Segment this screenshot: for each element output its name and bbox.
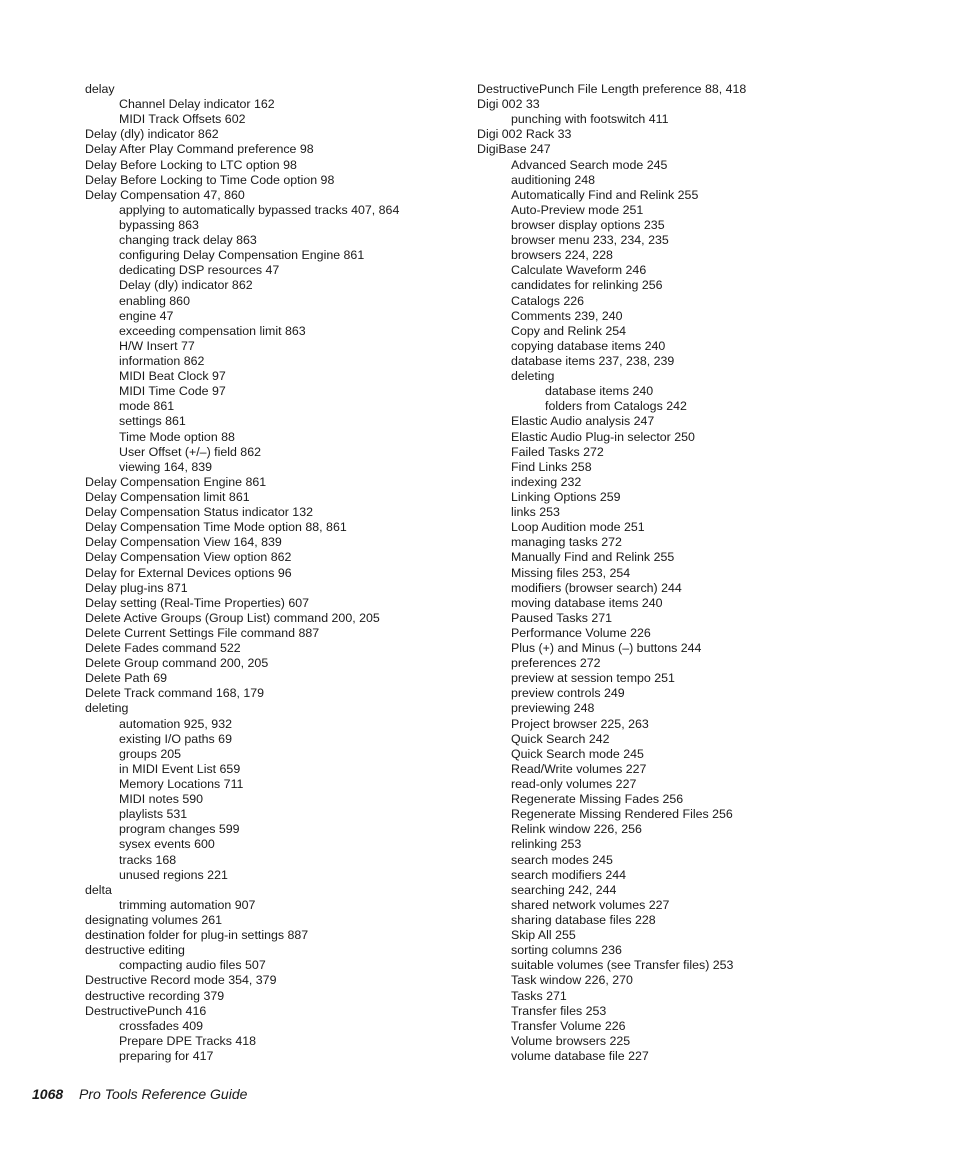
index-subentry: exceeding compensation limit 863	[119, 323, 306, 338]
index-entry: Delete Current Settings File command 887	[85, 625, 320, 640]
index-entry: destructive editing	[85, 943, 185, 958]
index-subentry: automation 925, 932	[119, 716, 232, 731]
index-subentry: Transfer Volume 226	[511, 1018, 626, 1033]
index-subentry: preparing for 417	[119, 1049, 214, 1063]
index-subentry: shared network volumes 227	[511, 897, 670, 912]
index-subentry: punching with footswitch 411	[511, 112, 669, 127]
index-entry: Delay Compensation Status indicator 132	[85, 505, 313, 520]
index-subentry: Time Mode option 88	[119, 429, 235, 444]
index-subentry: Regenerate Missing Rendered Files 256	[511, 807, 733, 822]
index-subentry: Catalogs 226	[511, 293, 585, 308]
index-subentry: tracks 168	[119, 852, 177, 867]
index-subentry: Relink window 226, 256	[511, 822, 642, 837]
index-subentry: compacting audio files 507	[119, 958, 266, 973]
index-subentry: sharing database files 228	[511, 913, 656, 928]
index-subentry: relinking 253	[511, 837, 582, 852]
index-subentry: playlists 531	[119, 807, 188, 822]
index-subentry: Manually Find and Relink 255	[511, 550, 675, 565]
index-entry: destructive recording 379	[85, 988, 225, 1003]
index-subentry: Channel Delay indicator 162	[119, 97, 275, 112]
index-subentry: candidates for relinking 256	[511, 278, 663, 293]
index-entry: designating volumes 261	[85, 913, 223, 928]
index-subentry: enabling 860	[119, 293, 190, 308]
index-subentry: search modes 245	[511, 852, 613, 867]
index-subentry: Paused Tasks 271	[511, 610, 613, 625]
index-entry: Delay Compensation Engine 861	[85, 474, 267, 489]
index-entry: Delay Compensation limit 861	[85, 489, 250, 504]
index-subentry: Tasks 271	[511, 988, 567, 1003]
index-entry: destination folder for plug-in settings 887	[85, 928, 309, 943]
index-subentry: sysex events 600	[119, 837, 215, 852]
index-entry: Digi 002 33	[477, 97, 540, 112]
index-subentry: applying to automatically bypassed tracks 407, 864	[119, 202, 400, 217]
index-entry: Destructive Record mode 354, 379	[85, 973, 277, 988]
index-subentry: previewing 248	[511, 701, 595, 716]
index-subentry: Missing files 253, 254	[511, 565, 631, 580]
index-subentry: Automatically Find and Relink 255	[511, 187, 699, 202]
index-entry: DestructivePunch File Length preference 88, 418	[477, 82, 747, 96]
index-entry: Delay After Play Command preference 98	[85, 142, 314, 157]
index-subentry: Copy and Relink 254	[511, 323, 627, 338]
index-entry: Delete Active Groups (Group List) command 200, 205	[85, 610, 380, 625]
index-subentry: program changes 599	[119, 822, 240, 837]
index-entry: Delay setting (Real-Time Properties) 607	[85, 595, 310, 610]
index-column-right	[477, 82, 857, 1064]
index-subentry: Elastic Audio Plug-in selector 250	[511, 429, 695, 444]
index-subentry: search modifiers 244	[511, 867, 627, 882]
index-subentry: Performance Volume 226	[511, 625, 651, 640]
index-subentry: in MIDI Event List 659	[119, 761, 241, 776]
index-subentry: Advanced Search mode 245	[511, 157, 668, 172]
index-subentry: Regenerate Missing Fades 256	[511, 792, 684, 807]
index-entry: Delay Compensation Time Mode option 88, 861	[85, 520, 347, 535]
index-subentry: moving database items 240	[511, 595, 663, 610]
index-subentry: Skip All 255	[511, 928, 576, 943]
index-subentry: browser menu 233, 234, 235	[511, 233, 669, 248]
index-subentry: Project browser 225, 263	[511, 716, 649, 731]
index-subentry: MIDI Beat Clock 97	[119, 369, 226, 384]
index-subentry: preferences 272	[511, 656, 601, 671]
index-subentry: browsers 224, 228	[511, 248, 613, 263]
index-subentry: changing track delay 863	[119, 233, 257, 248]
index-subentry: Delay (dly) indicator 862	[119, 278, 253, 293]
index-subentry: MIDI Time Code 97	[119, 384, 226, 399]
index-subentry: volume database file 227	[511, 1049, 649, 1063]
index-subentry: engine 47	[119, 308, 174, 323]
index-entry: Delay Before Locking to Time Code option 98	[85, 172, 335, 187]
index-entry: Delay (dly) indicator 862	[85, 127, 219, 142]
index-subentry: Task window 226, 270	[511, 973, 633, 988]
page-footer	[32, 1086, 247, 1102]
index-subentry: sorting columns 236	[511, 943, 622, 958]
index-entry: Delay for External Devices options 96	[85, 565, 292, 580]
index-subentry: Auto-Preview mode 251	[511, 202, 644, 217]
index-entry: delta	[85, 882, 112, 897]
index-subentry: groups 205	[119, 746, 182, 761]
index-subentry: Loop Audition mode 251	[511, 520, 645, 535]
index-subentry: viewing 164, 839	[119, 459, 212, 474]
index-subentry: links 253	[511, 505, 560, 520]
index-subentry: Read/Write volumes 227	[511, 761, 647, 776]
index-subentry: information 862	[119, 353, 205, 368]
index-subentry: trimming automation 907	[119, 897, 256, 912]
index-entry: Digi 002 Rack 33	[477, 127, 572, 142]
index-entry: Delay Compensation 47, 860	[85, 187, 245, 202]
index-subentry: bypassing 863	[119, 217, 199, 232]
index-subentry: searching 242, 244	[511, 882, 617, 897]
index-subentry: database items 240	[545, 384, 654, 399]
index-subentry: browser display options 235	[511, 217, 665, 232]
index-entry: Delete Path 69	[85, 671, 167, 686]
index-subentry: suitable volumes (see Transfer files) 253	[511, 958, 734, 973]
index-entry: Delete Fades command 522	[85, 641, 241, 656]
index-entry: Delay Compensation View 164, 839	[85, 535, 282, 550]
index-subentry: mode 861	[119, 399, 175, 414]
index-subentry: Quick Search 242	[511, 731, 610, 746]
index-subentry: unused regions 221	[119, 867, 228, 882]
index-entry: Delete Track command 168, 179	[85, 686, 265, 701]
index-subentry: Linking Options 259	[511, 489, 621, 504]
index-subentry: Transfer files 253	[511, 1003, 607, 1018]
index-subentry: Quick Search mode 245	[511, 746, 644, 761]
index-entry: Delete Group command 200, 205	[85, 656, 269, 671]
index-subentry: configuring Delay Compensation Engine 861	[119, 248, 365, 263]
index-subentry: database items 237, 238, 239	[511, 353, 675, 368]
index-subentry: Find Links 258	[511, 459, 592, 474]
index-entry: deleting	[85, 701, 129, 716]
index-entry: delay	[85, 82, 115, 96]
index-subentry: Failed Tasks 272	[511, 444, 604, 459]
index-subentry: H/W Insert 77	[119, 338, 195, 353]
index-subentry: indexing 232	[511, 474, 582, 489]
index-subentry: deleting	[511, 369, 555, 384]
index-subentry: dedicating DSP resources 47	[119, 263, 280, 278]
index-subentry: existing I/O paths 69	[119, 731, 232, 746]
index-subentry: crossfades 409	[119, 1018, 204, 1033]
index-entry: Delay plug-ins 871	[85, 580, 188, 595]
index-subentry: Elastic Audio analysis 247	[511, 414, 655, 429]
index-entry: Delay Before Locking to LTC option 98	[85, 157, 297, 172]
index-subentry: Calculate Waveform 246	[511, 263, 647, 278]
index-subentry: folders from Catalogs 242	[545, 399, 687, 414]
index-subentry: managing tasks 272	[511, 535, 622, 550]
index-subentry: Memory Locations 711	[119, 777, 244, 792]
page-number: 1068	[32, 1086, 64, 1102]
index-subentry: read-only volumes 227	[511, 777, 637, 792]
index-entry: Delay Compensation View option 862	[85, 550, 292, 565]
index-subentry: MIDI Track Offsets 602	[119, 112, 246, 127]
index-subentry: Volume browsers 225	[511, 1033, 631, 1048]
book-title: Pro Tools Reference Guide	[79, 1086, 248, 1102]
index-subentry: preview controls 249	[511, 686, 625, 701]
index-subentry: preview at session tempo 251	[511, 671, 675, 686]
index-subentry: copying database items 240	[511, 338, 666, 353]
index-subentry: modifiers (browser search) 244	[511, 580, 682, 595]
index-subentry: User Offset (+/–) field 862	[119, 444, 261, 459]
index-subentry: settings 861	[119, 414, 186, 429]
index-subentry: Plus (+) and Minus (–) buttons 244	[511, 641, 702, 656]
index-entry: DestructivePunch 416	[85, 1003, 207, 1018]
index-subentry: Prepare DPE Tracks 418	[119, 1033, 257, 1048]
index-entry: DigiBase 247	[477, 142, 551, 157]
index-subentry: MIDI notes 590	[119, 792, 204, 807]
index-subentry: auditioning 248	[511, 172, 596, 187]
index-subentry: Comments 239, 240	[511, 308, 623, 323]
index-column-left	[85, 82, 465, 1064]
